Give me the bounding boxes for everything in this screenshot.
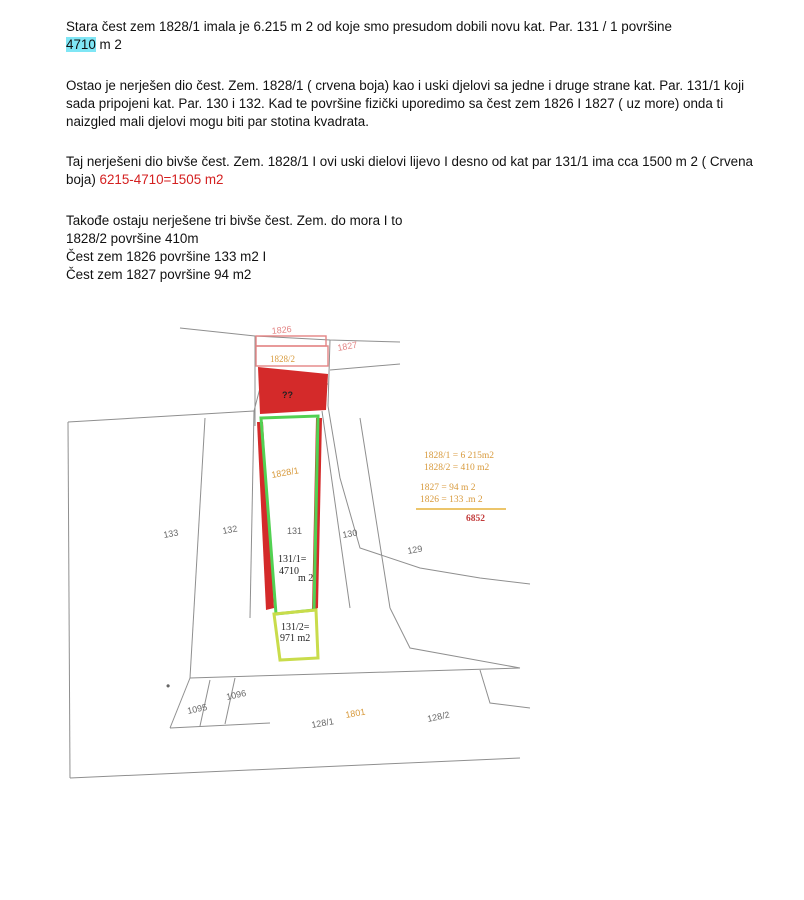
label-1095: 1095	[186, 702, 209, 716]
paragraph-3	[66, 153, 766, 189]
p1-text-a: Stara čest zem 1828/1 imala je 6.215 m 2 od koje smo presudom dobili novu kat. Par. 131 / 1 površine	[66, 19, 672, 34]
p3-red-calc: 6215-4710=1505 m2	[99, 172, 224, 187]
label-1801: 1801	[344, 706, 367, 720]
p4-line-3: Čest zem 1826 površine 133 m2 I	[66, 249, 267, 264]
label-1828-1: 1828/1	[270, 465, 300, 480]
label-131-1-a: 131/1=	[278, 554, 307, 565]
area-labels	[278, 554, 313, 644]
p4-line-4: Čest zem 1827 površine 94 m2	[66, 267, 252, 282]
p1-highlight-4710: 4710	[66, 37, 96, 52]
label-132: 132	[221, 523, 239, 536]
label-128-1: 128/1	[310, 716, 335, 730]
p3-text: Taj nerješeni dio bivše čest. Zem. 1828/1 I ovi uski dielovi lijevo I desno od kat par 131/1 ima cca 1500 m 2 ( Crvena boja)	[66, 154, 753, 187]
red-strip-left	[257, 422, 274, 610]
label-1828-2: 1828/2	[270, 354, 296, 364]
label-131-1-b: 4710	[279, 566, 299, 577]
label-128-2: 128/2	[426, 709, 451, 724]
p4-line-1: Takođe ostaju nerješene tri bivše čest. Zem. do mora I to	[66, 213, 403, 228]
calc-row-1: 1828/1 = 6 215m2	[424, 451, 495, 461]
calc-row-4: 1826 = 133 .m 2	[420, 495, 483, 505]
label-133: 133	[162, 527, 180, 540]
cadastral-plan	[60, 318, 540, 788]
paragraph-2	[66, 77, 766, 131]
label-130: 130	[341, 527, 359, 540]
calc-sum: 6852	[466, 514, 485, 524]
top-parcels	[256, 336, 328, 414]
calc-row-3: 1827 = 94 m 2	[420, 483, 476, 493]
label-131: 131	[287, 526, 303, 536]
label-131-1-c: m 2	[298, 573, 314, 584]
paragraph-4	[66, 212, 766, 284]
p1-text-b: m 2	[95, 37, 122, 52]
label-131-2-b: 971 m2	[280, 633, 311, 644]
label-1826: 1826	[271, 323, 293, 336]
label-1827: 1827	[336, 339, 359, 353]
label-131-2-a: 131/2=	[281, 622, 310, 633]
area-calculation	[416, 451, 506, 524]
p4-line-2: 1828/2 površine 410m	[66, 231, 199, 246]
paragraph-1	[66, 18, 766, 54]
calc-row-2: 1828/2 = 410 m2	[424, 463, 490, 473]
p2-text: Ostao je nerješen dio čest. Zem. 1828/1 ( crvena boja) kao i uski djelovi sa jedne i druge strane kat. Par. 131/1 koji sada pripojeni kat. Par. 130 i 132. Kad te površine fizički uporedimo sa čest zem 1826 I 1827 ( uz more) onda ti naizgled mali djelovi mogu biti par stotina kvadrata.	[66, 78, 745, 129]
map-dot: •	[166, 679, 171, 693]
unresolved-red-area	[258, 367, 328, 414]
label-unknown: ??	[282, 390, 293, 400]
label-129: 129	[406, 543, 424, 556]
label-1096: 1096	[225, 688, 248, 702]
